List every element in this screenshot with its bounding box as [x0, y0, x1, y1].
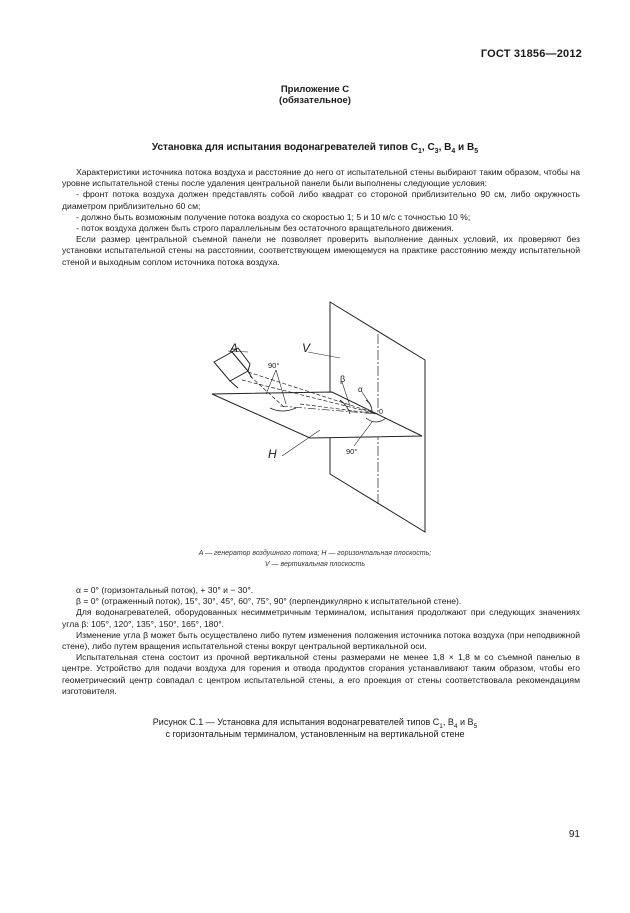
paragraph: Характеристики источника потока воздуха и расстояние до него от испытательной стены выбирают таким образом, чтобы на уровне испытательной стены после удаления центральной панели были выполнены следующие условия:	[62, 167, 580, 189]
paragraph: Испытательная стена состоит из прочной вертикальной стены размерами не менее 1,8 × 1,8 м со съемной панелью в центре. Устройство для подачи воздуха для горения и отвода продуктов сгорания устанавливают таким образом, чтобы его геометрический центр совпадал с центром испытательной стены, а его проекция от стены соответствовала рекомендациям изготовителя.	[62, 652, 580, 696]
list-item: - фронт потока воздуха должен представлять собой либо квадрат со стороной приблизительно 90 см, либо окружность диаметром приблизительно 60 см;	[62, 189, 580, 211]
figure-legend-line-2: V — вертикальная плоскость	[264, 561, 366, 568]
paragraph: Если размер центральной съемной панели не позволяет проверить выполнение данных условий, их проверяют без установки испытательной стены на расстоянии, соответствующем имеющемуся на практике расстоянию между испытательной стеной и выходным соплом источника потока воздуха.	[62, 234, 580, 267]
paragraph: β = 0° (отраженный поток), 15°, 30°, 45°, 60°, 75°, 90° (перпендикулярно к испытательной стене).	[76, 596, 462, 607]
paragraph: Изменение угла β может быть осуществлено либо путем изменения положения источника потока воздуха (при неподвижной стене), либо путем вращения испытательной стены вокруг центральной вертикальной оси.	[62, 629, 580, 652]
list-item: - должно быть возможным получение потока воздуха со скоростью 1; 5 и 10 м/с с точностью 10 %;	[76, 211, 471, 222]
list-item: - поток воздуха должен быть строго параллельным без остаточного вращательного движения.	[76, 223, 454, 234]
label-origin: 0	[379, 409, 383, 416]
test-setup-figure	[190, 296, 440, 536]
paragraph: α = 0° (горизонтальный поток), + 30° и − 30°.	[76, 585, 254, 595]
annex-title: Приложение С	[280, 84, 350, 95]
section-title: Установка для испытания водонагревателей типов $С_1$, $С_3$, $В_4$ и $В_5$	[151, 142, 479, 155]
figure-legend-line-1: A — генератор воздушного потока; H — горизонтальная плоскость;	[198, 550, 432, 557]
figure-caption: Рисунок С.1 — Установка для испытания водонагревателей типов $С_1$, $В_4$ и $В_5$	[152, 717, 478, 730]
angles-text-block	[62, 585, 580, 697]
intro-text-block	[62, 167, 580, 268]
page-number: 91	[568, 829, 580, 840]
label-alpha: α	[358, 385, 363, 394]
annex-subtitle: (обязательное)	[279, 95, 351, 106]
figure-caption-line-2: с горизонтальным терминалом, установленным на вертикальной стене	[165, 729, 465, 739]
label-a: A	[230, 341, 239, 355]
document-id: ГОСТ 31856—2012	[480, 48, 582, 60]
label-beta: β	[340, 374, 346, 384]
label-h: H	[268, 447, 277, 461]
label-angle-90-bottom: 90°	[346, 447, 358, 456]
paragraph: Для водонагревателей, оборудованных несимметричным терминалом, испытания продолжают при следующих значениях угла β: 105°, 120°, 135°, 150°, 165°, 180°.	[62, 607, 580, 629]
leader-90-top	[266, 370, 276, 394]
label-v: V	[302, 341, 311, 355]
label-angle-90-top: 90°	[268, 361, 280, 370]
